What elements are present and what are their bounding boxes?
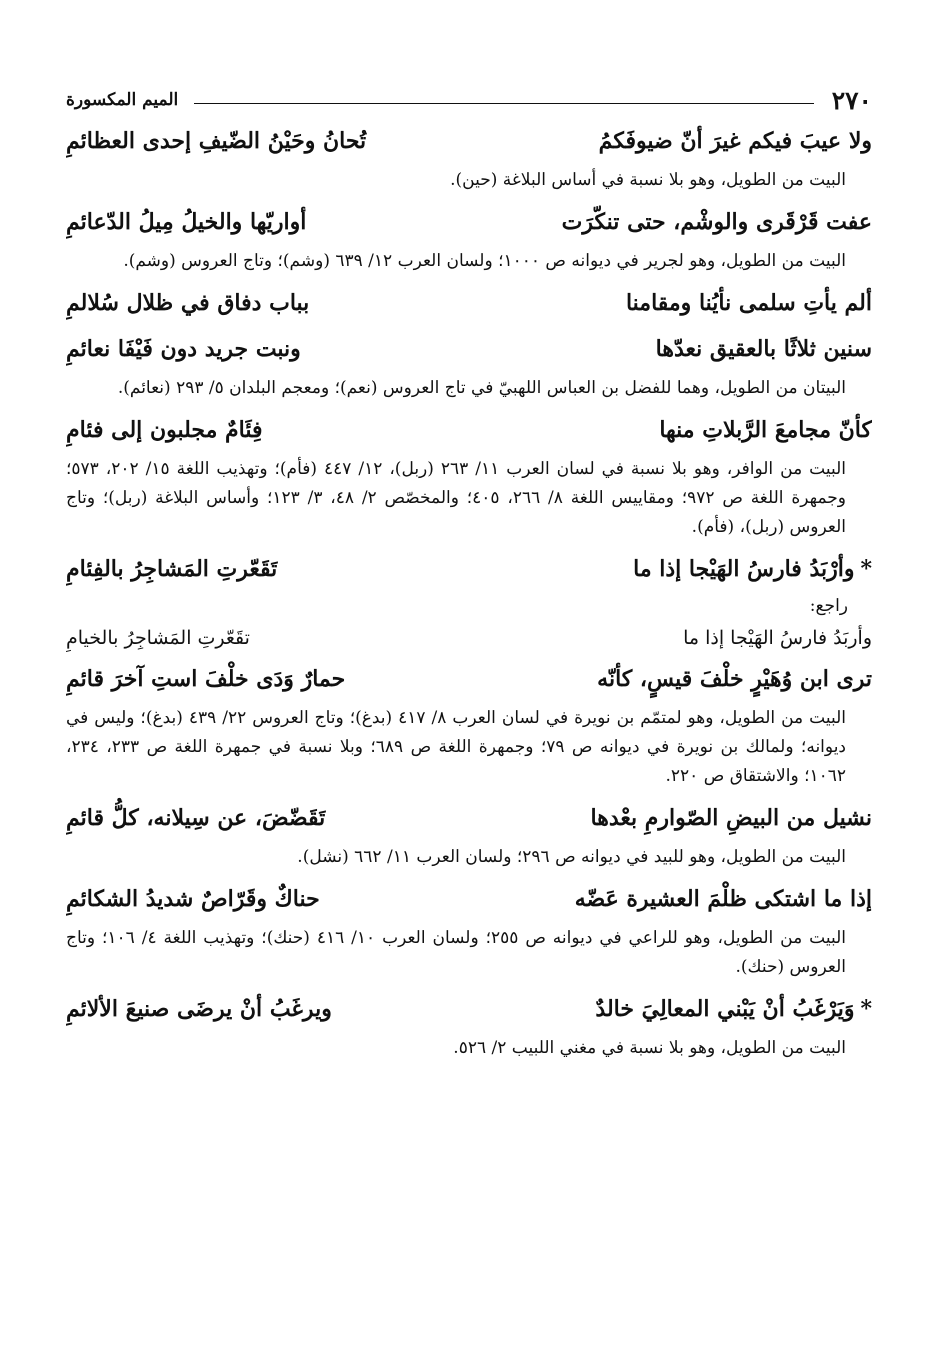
citation-note: البيت من الطويل، وهو بلا نسبة في أساس البلاغة (حين). — [450, 170, 846, 190]
citation-note: البيت من الطويل، وهو بلا نسبة في مغني اللبيب ٢/ ٥٢٦. — [453, 1038, 846, 1058]
verse-second-hemistich: بباب دفاق في ظلال سُلالمِ — [66, 290, 310, 316]
header-rule — [194, 103, 813, 104]
verse-second-hemistich: حمارٌ وَدَى خلْفَ استِ آخرَ قائمِ — [66, 666, 346, 692]
book-page — [66, 82, 872, 1067]
citation-note: البيت من الوافر، وهو بلا نسبة في لسان العرب ١١/ ٢٦٣ (ربل)، ١٢/ ٤٤٧ (فأم)؛ وتهذيب اللغة ١٥/ ٢٠٢، ٥٧٣؛ وجمهرة اللغة ص ٩٧٢؛ ومقاييس اللغة ٨/ ٢٦٦، ٤٠٥؛ والمخصّص ٢/ ٤٨، ٣/ ١٢٣؛ وأساس البلاغة (ربل)؛ وتاج العروس (ربل)، (فأم). — [66, 459, 846, 537]
verse-first-hemistich: عفت قَرْقَرى والوشْم، حتى تنكّرَت — [561, 209, 872, 235]
star-marker: * — [860, 556, 872, 582]
variant-second-hemistich: تقَعّرتِ المَشاجِرُ بالخيامِ — [66, 627, 250, 649]
verse-line — [66, 546, 872, 592]
verse-line — [66, 199, 872, 245]
page-header — [66, 82, 872, 118]
verse-line — [66, 986, 872, 1032]
verse-second-hemistich: تَقَضّضَ، عن سِيلانه، كلُّ قائمِ — [66, 805, 326, 831]
citation-note: البيت من الطويل، وهو للراعي في ديوانه ص ٢٥٥؛ ولسان العرب ١٠/ ٤١٦ (حنك)؛ وتهذيب اللغة ٤/ ١٠٦؛ وتاج العروس (حنك). — [66, 928, 846, 977]
verse-line — [66, 795, 872, 841]
verse-first-hemistich: نشيل من البيضِ الصّوارمِ بعْدها — [590, 805, 872, 831]
verse-line — [66, 280, 872, 326]
variant-verse-line — [66, 620, 872, 656]
verse-second-hemistich: أواريّها والخيلُ مِيلُ الدّعائمِ — [66, 209, 307, 235]
citation-note: البيت من الطويل، وهو للبيد في ديوانه ص ٢٩٦؛ ولسان العرب ١١/ ٦٦٢ (نشل). — [297, 847, 846, 867]
verse-first-hemistich-text: وأرْبَدُ فارسُ الهَيْجا إذا ما — [633, 556, 855, 582]
verse-line — [66, 118, 872, 164]
verse-first-hemistich: ترى ابن وُهَيْرٍ خلْفَ قيسٍ، كأنّه — [597, 666, 872, 692]
verse-first-hemistich: سنين ثلاثًا بالعقيق نعدّها — [655, 336, 872, 362]
verse-second-hemistich: تُحانُ وحَيْنُ الضّيفِ إحدى العظائمِ — [66, 128, 367, 154]
verse-first-hemistich: ولا عيبَ فيكم غيرَ أنّ ضيوفَكمُ — [598, 128, 872, 154]
verse-second-hemistich: ونبت جريد دون فَيْفَا نعائمِ — [66, 336, 301, 362]
running-title: الميم المكسورة — [66, 90, 179, 110]
verse-line — [66, 876, 872, 922]
verse-first-hemistich — [633, 556, 872, 582]
verse-first-hemistich: كأنّ مجامعَ الرَّبلاتِ منها — [659, 417, 872, 443]
verse-second-hemistich: حناكٌ وقَرّاصٌ شديدُ الشكائمِ — [66, 886, 320, 912]
citation-note: البيت من الطويل، وهو لجرير في ديوانه ص ١٠٠٠؛ ولسان العرب ١٢/ ٦٣٩ (وشم)؛ وتاج العروس (وشم). — [123, 251, 846, 271]
star-marker: * — [860, 996, 872, 1022]
page-number: ٢٧٠ — [831, 85, 872, 115]
verse-first-hemistich — [595, 996, 872, 1022]
citation-note: البيت من الطويل، وهو لمتمّم بن نويرة في لسان العرب ٨/ ٤١٧ (بدغ)؛ وتاج العروس ٢٢/ ٤٣٩ (بدغ)؛ وليس في ديوانه؛ ولمالك بن نويرة في ديوانه ص ٧٩؛ وجمهرة اللغة ص ٦٨٩؛ وبلا نسبة في جمهرة اللغة ص ٢٣٣، ٢٣٤، ١٠٦٢؛ والاشتقاق ص ٢٢٠. — [66, 708, 846, 786]
verse-line — [66, 407, 872, 453]
verse-line — [66, 656, 872, 702]
verse-first-hemistich-text: وَيَرْغَبُ أنْ يَبْني المعالِيَ خالدٌ — [595, 996, 855, 1022]
verse-second-hemistich: تَقَعّرتِ المَشاجِرُ بالفِئامِ — [66, 556, 278, 582]
verse-first-hemistich: ألم يأتِ سلمى نأيُنا ومقامنا — [625, 290, 872, 316]
variant-first-hemistich: وأربَدُ فارسُ الهَيْجا إذا ما — [683, 627, 872, 649]
citation-note: البيتان من الطويل، وهما للفضل بن العباس اللهبيّ في تاج العروس (نعم)؛ ومعجم البلدان ٥/ ٢٩٣ (نعائم). — [117, 378, 846, 398]
verse-first-hemistich: إذا ما اشتكى ظلْمَ العشيرة عَضّه — [574, 886, 872, 912]
see-also-label: راجع: — [809, 596, 848, 616]
verse-second-hemistich: فِئَامٌ مجلبون إلى فئامِ — [66, 417, 263, 443]
verse-line — [66, 326, 872, 372]
verse-second-hemistich: ويرغَبُ أنْ يرضَى صنيعَ الألائمِ — [66, 996, 332, 1022]
